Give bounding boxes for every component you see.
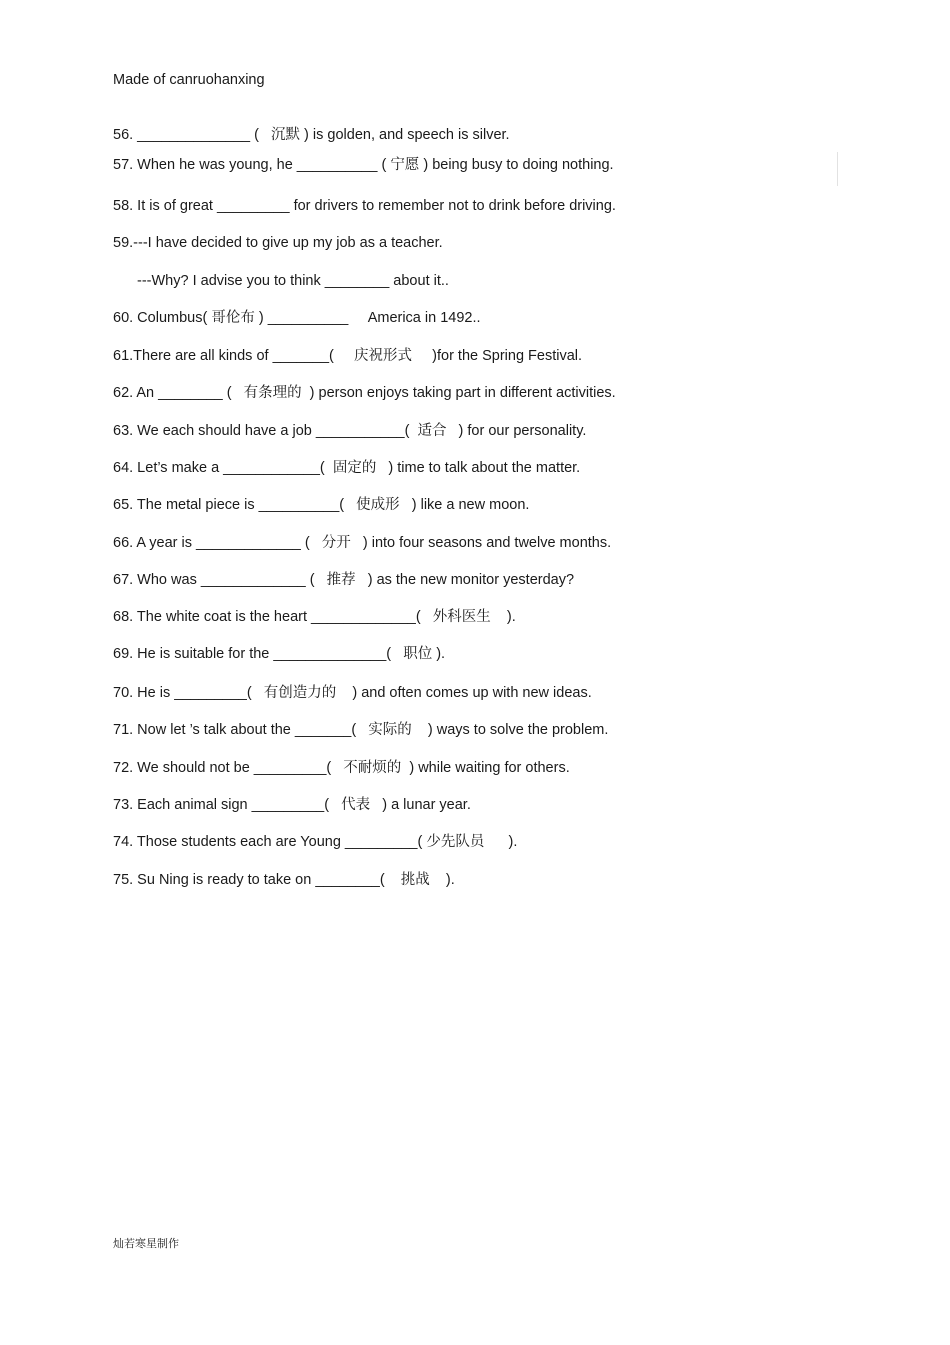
exercise-64: 64. Let’s make a ____________( 固定的 ) time to talk about the matter.	[113, 460, 581, 476]
exercise-65: 65. The metal piece is __________( 使成形 ) like a new moon.	[113, 497, 530, 513]
exercise-75: 75. Su Ning is ready to take on ________( 挑战 ).	[113, 872, 455, 888]
page-header: Made of canruohanxing	[113, 72, 265, 88]
exercise-72: 72. We should not be _________( 不耐烦的 ) while waiting for others.	[113, 760, 570, 776]
exercise-58: 58. It is of great _________ for drivers to remember not to drink before driving.	[113, 198, 616, 214]
exercise-66: 66. A year is _____________ ( 分开 ) into four seasons and twelve months.	[113, 535, 612, 551]
exercise-68: 68. The white coat is the heart _____________( 外科医生 ).	[113, 609, 516, 625]
exercise-69: 69. He is suitable for the ______________( 职位 ).	[113, 646, 446, 662]
exercise-67: 67. Who was _____________ ( 推荐 ) as the new monitor yesterday?	[113, 572, 575, 588]
exercise-60: 60. Columbus( 哥伦布 ) __________ America in 1492..	[113, 310, 481, 326]
exercise-59-answer: ---Why? I advise you to think ________ about it..	[137, 273, 449, 289]
exercise-71: 71. Now let ’s talk about the _______( 实际的 ) ways to solve the problem.	[113, 722, 609, 738]
exercise-59-question: 59.---I have decided to give up my job as a teacher.	[113, 235, 443, 251]
exercise-61: 61.There are all kinds of _______( 庆祝形式 )for the Spring Festival.	[113, 348, 583, 364]
exercise-56: 56. ______________ ( 沉默 ) is golden, and speech is silver.	[113, 127, 510, 143]
exercise-62: 62. An ________ ( 有条理的 ) person enjoys taking part in different activities.	[113, 385, 616, 401]
exercise-70: 70. He is _________( 有创造力的 ) and often comes up with new ideas.	[113, 685, 592, 701]
page-footer: 灿若寒星制作	[113, 1237, 179, 1250]
exercise-74: 74. Those students each are Young _________( 少先队员 ).	[113, 834, 518, 850]
exercise-57: 57. When he was young, he __________ ( 宁愿 ) being busy to doing nothing.	[113, 157, 614, 173]
exercise-73: 73. Each animal sign _________( 代表 ) a lunar year.	[113, 797, 471, 813]
margin-rule	[837, 152, 838, 186]
exercise-63: 63. We each should have a job ___________( 适合 ) for our personality.	[113, 423, 587, 439]
